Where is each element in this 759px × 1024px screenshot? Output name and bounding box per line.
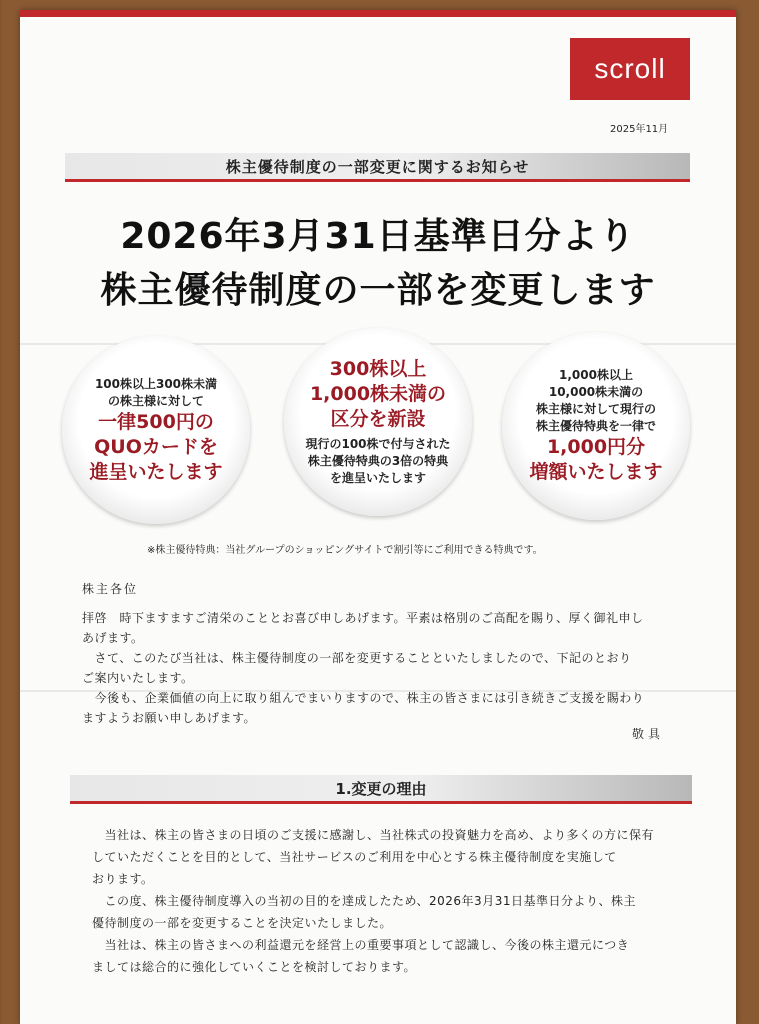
greeting-line: さて、このたび当社は、株主優待制度の一部を変更することといたしましたので、下記のとおり	[82, 651, 632, 665]
circle-text: 現行の100株で付与された	[305, 437, 451, 451]
greeting-line: ますようお願い申しあげます。	[82, 711, 257, 725]
circle-text: 株主優待特典の3倍の特典	[307, 454, 449, 468]
benefit-circle-1	[62, 336, 250, 524]
greeting-line: 拝啓 時下ますますご清栄のこととお喜び申しあげます。平素は格別のご高配を賜り、厚く御礼申し	[82, 611, 644, 625]
circle-text: 1,000株以上	[559, 368, 633, 382]
circle-text: 株主優待特典を一律で	[535, 419, 656, 433]
circle-emphasis: 一律500円の	[98, 410, 214, 433]
section-title-band	[70, 775, 692, 804]
section-title: 1.変更の理由	[335, 779, 427, 798]
top-accent-bar	[20, 10, 736, 17]
circle-emphasis: 1,000円分	[546, 436, 646, 458]
circle-emphasis: 増額いたします	[529, 461, 663, 483]
circle-text: 10,000株未満の	[548, 385, 644, 399]
section-body-line: 当社は、株主の皆さまの日頃のご支援に感謝し、当社株式の投資魅力を高め、より多くの方に保有	[92, 828, 655, 842]
circle-text: の株主様に対して	[107, 393, 204, 408]
greeting-line: あげます。	[82, 631, 144, 645]
section-body-line: おります。	[92, 872, 154, 886]
footnote: ※株主優待特典：当社グループのショッピングサイトで割引等にご利用できる特典です。	[147, 545, 543, 556]
issue-date: 2025年11月	[610, 124, 669, 135]
circle-emphasis: 区分を新設	[330, 408, 426, 430]
circle-emphasis: QUOカードを	[94, 435, 218, 458]
benefit-circle-3	[502, 332, 690, 520]
circle-text: 100株以上300株未満	[94, 376, 218, 391]
circle-emphasis: 300株以上	[329, 358, 427, 380]
circle-text: を進呈いたします	[329, 471, 426, 485]
greeting-line: ご案内いたします。	[82, 671, 194, 685]
notice-title-band	[65, 153, 690, 182]
circle-emphasis: 1,000株未満の	[309, 383, 447, 405]
section-body-line: 当社は、株主の皆さまへの利益還元を経営上の重要事項として認識し、今後の株主還元につき	[92, 938, 630, 952]
headline-line-2: 株主優待制度の一部を変更します	[100, 270, 656, 311]
notice-title: 株主優待制度の一部変更に関するお知らせ	[225, 157, 530, 176]
closing-word: 敬具	[632, 727, 665, 741]
headline-line-1: 2026年3月31日基準日分より	[120, 216, 636, 257]
section-body-line: していただくことを目的として、当社サービスのご利用を中心とする株主優待制度を実施して	[92, 850, 617, 864]
logo-text: scroll	[594, 53, 666, 84]
greeting-line: 今後も、企業価値の向上に取り組んでまいりますので、株主の皆さまには引き続きご支援を賜わり	[82, 691, 645, 705]
benefit-circle-2	[284, 328, 472, 516]
company-logo	[570, 38, 690, 100]
addressee: 株主各位	[82, 582, 139, 596]
section-body-line: 優待制度の一部を変更することを決定いたしました。	[92, 916, 393, 930]
notice-letter	[20, 10, 736, 1024]
section-body-line: この度、株主優待制度導入の当初の目的を達成したため、2026年3月31日基準日分より、株主	[92, 894, 636, 908]
section-body-line: ましては総合的に強化していくことを検討しております。	[92, 960, 417, 974]
circle-emphasis: 進呈いたします	[89, 460, 223, 483]
circle-text: 株主様に対して現行の	[535, 402, 656, 416]
